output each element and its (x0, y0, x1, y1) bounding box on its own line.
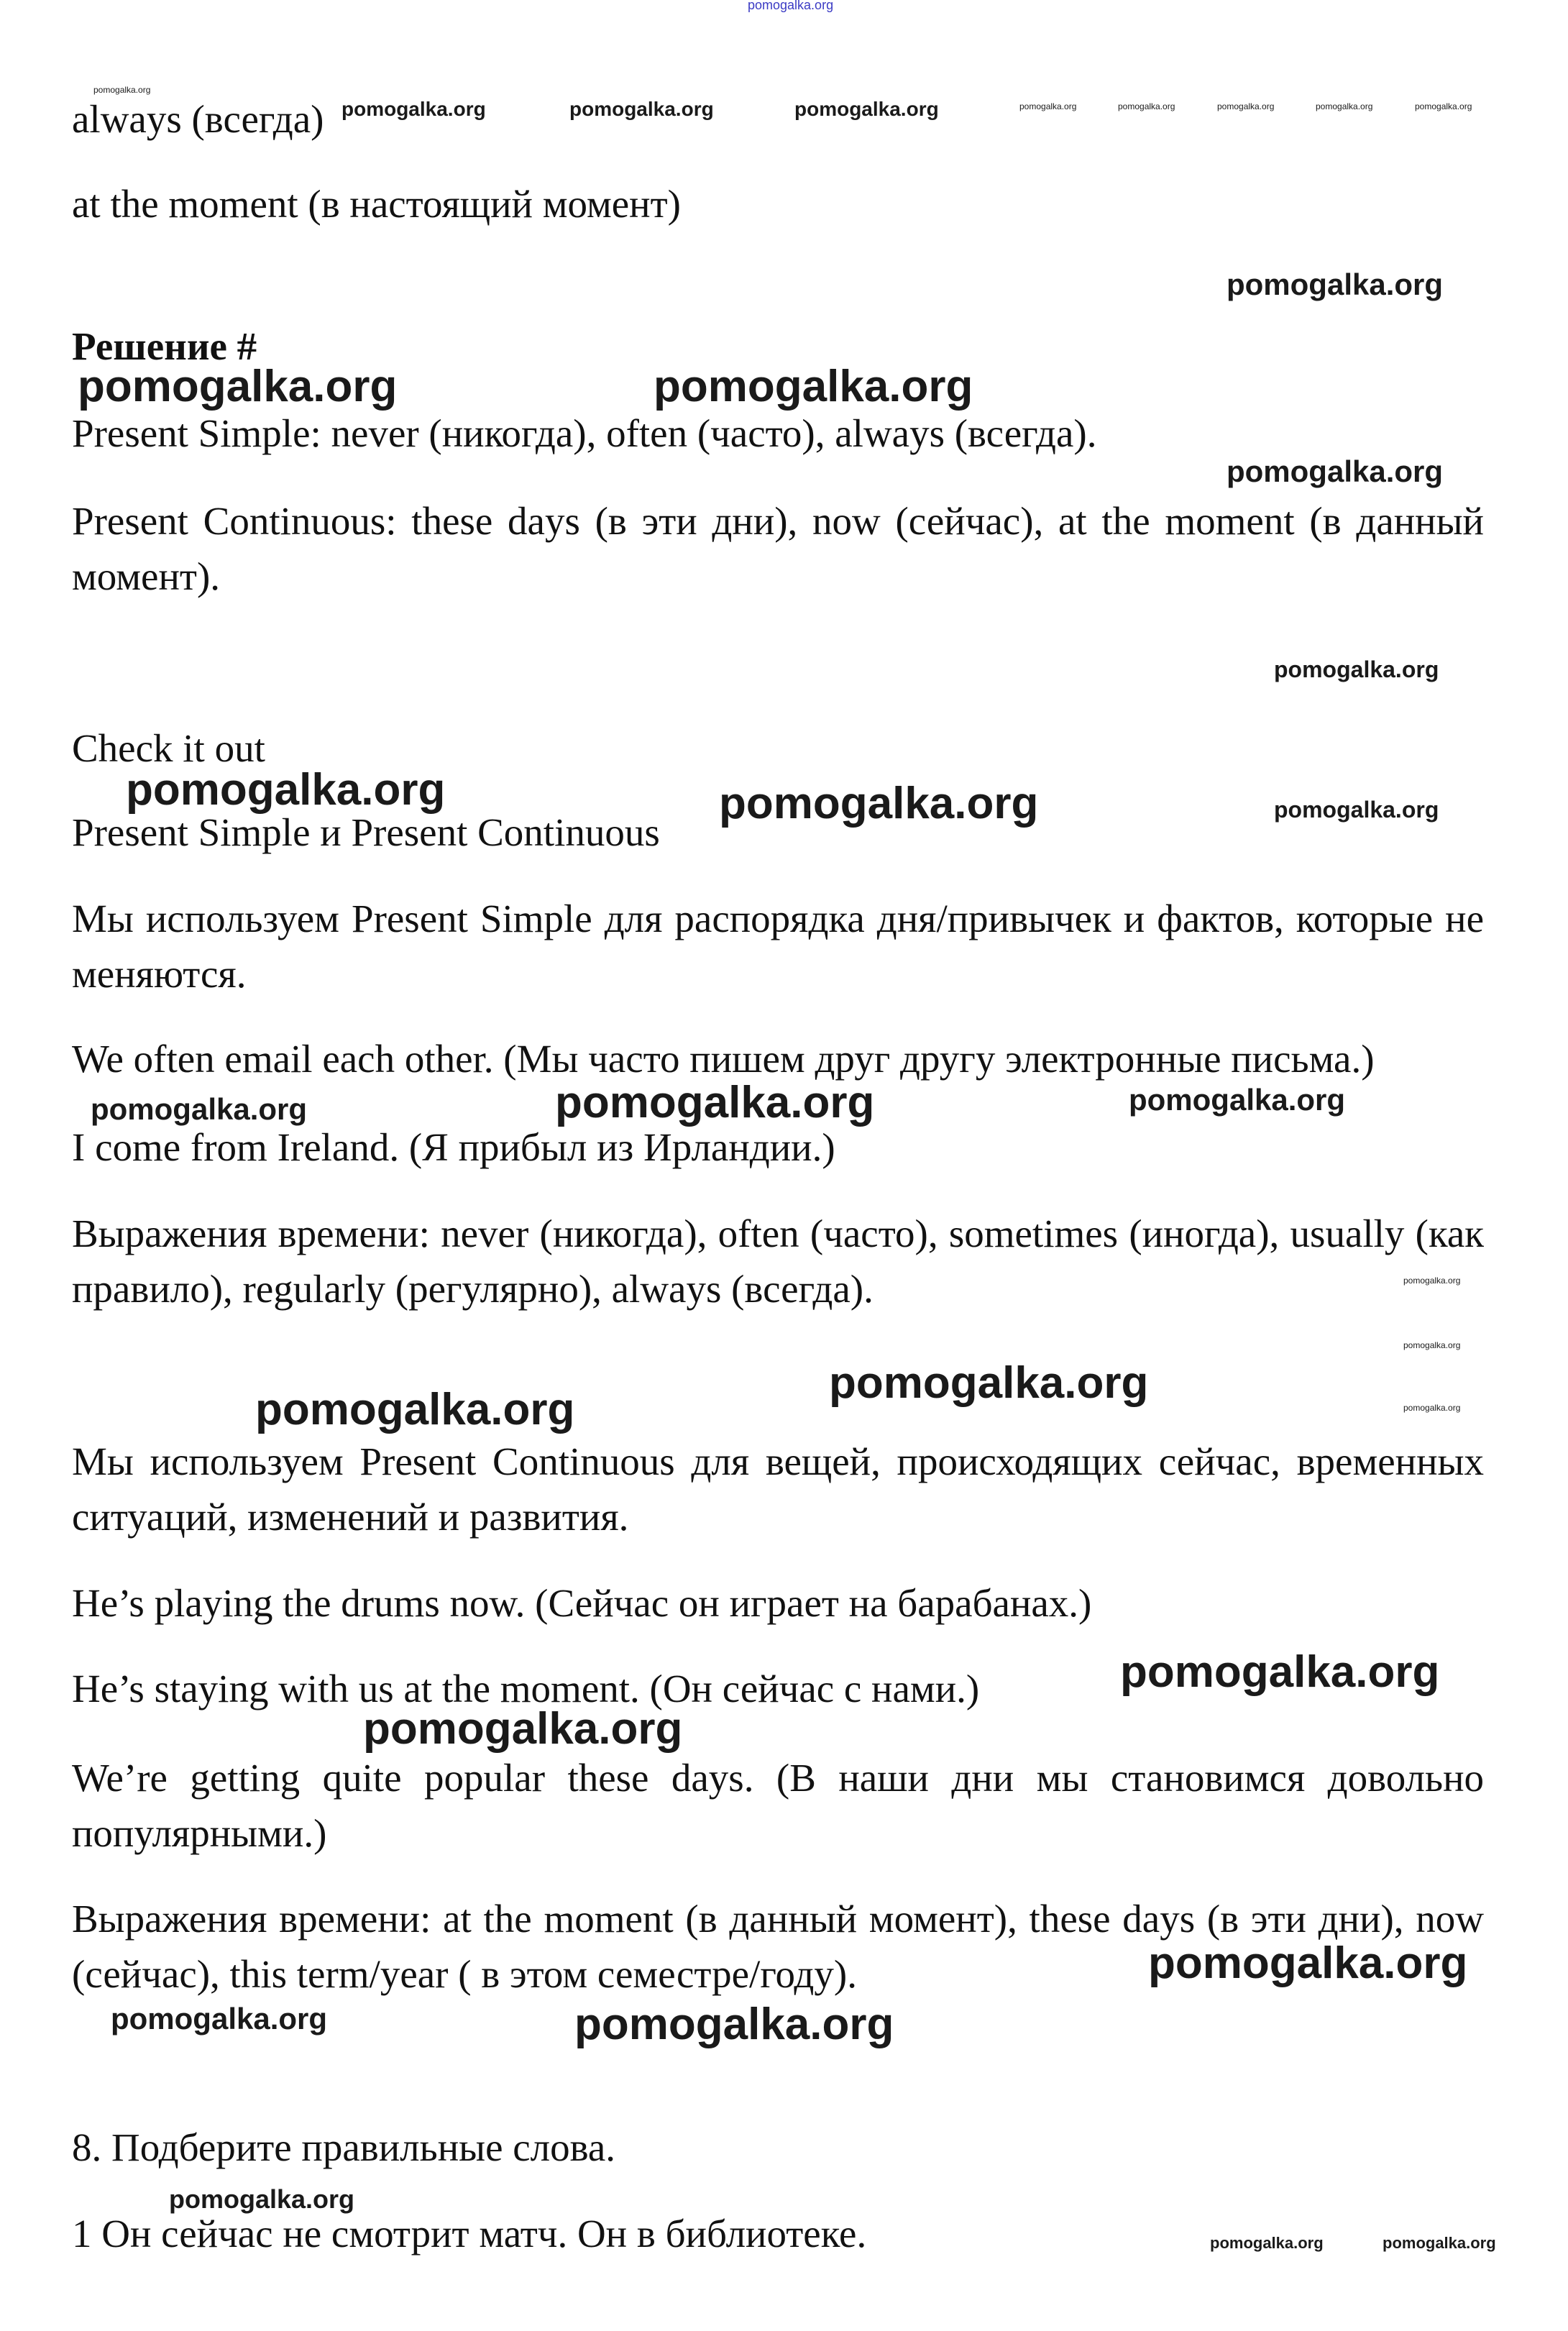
watermark: pomogalka.org (1403, 1403, 1461, 1413)
task-heading: 8. Подберите правильные слова. (72, 2125, 616, 2169)
watermark: pomogalka.org (126, 765, 446, 815)
text-line: at the moment (в настоящий момент) (72, 182, 681, 226)
watermark: pomogalka.org (1227, 454, 1444, 488)
example-line: He’s playing the drums now. (Сейчас он играет на барабанах.) (72, 1581, 1092, 1625)
watermark: pomogalka.org (1148, 1938, 1468, 1988)
example-line: He’s staying with us at the moment. (Он сейчас с нами.) (72, 1667, 980, 1711)
watermark: pomogalka.org (569, 98, 714, 120)
example-line: I come from Ireland. (Я прибыл из Ирландии.) (72, 1125, 835, 1169)
watermark: pomogalka.org (1129, 1083, 1346, 1117)
paragraph: We’re getting quite popular these days. (В наши дни мы становимся довольно популярными.) (72, 1756, 1484, 1855)
watermark: pomogalka.org (574, 2000, 894, 2049)
site-link[interactable]: pomogalka.org (748, 0, 834, 12)
paragraph: Выражения времени: never (никогда), often (часто), sometimes (иногда), usually (как правило), regularly (регулярно), always (всегда). (72, 1212, 1484, 1311)
watermark: pomogalka.org (1210, 2234, 1324, 2252)
example-line: We often email each other. (Мы часто пишем друг другу электронные письма.) (72, 1037, 1375, 1081)
paragraph: Мы используем Present Simple для распорядка дня/привычек и фактов, которые не меняются. (72, 897, 1484, 996)
paragraph: Present Continuous: these days (в эти дни), now (сейчас), at the moment (в данный момент). (72, 499, 1484, 598)
watermark: pomogalka.org (93, 85, 151, 95)
watermark: pomogalka.org (1316, 101, 1373, 111)
watermark: pomogalka.org (1120, 1647, 1440, 1697)
watermark: pomogalka.org (169, 2184, 355, 2214)
watermark: pomogalka.org (1403, 1340, 1461, 1350)
watermark: pomogalka.org (794, 98, 939, 120)
watermark: pomogalka.org (111, 2002, 328, 2035)
watermark: pomogalka.org (91, 1092, 308, 1126)
watermark: pomogalka.org (719, 779, 1039, 828)
paragraph: Выражения времени: at the moment (в данный момент), these days (в эти дни), now (сейчас), this term/year ( в этом семестре/году). (72, 1897, 1484, 1996)
watermark: pomogalka.org (555, 1078, 875, 1127)
section-heading: Check it out (72, 726, 265, 770)
watermark: pomogalka.org (654, 362, 973, 411)
watermark: pomogalka.org (1403, 1276, 1461, 1286)
watermark: pomogalka.org (363, 1704, 683, 1754)
text-line: Present Simple и Present Continuous (72, 810, 660, 854)
watermark: pomogalka.org (1227, 267, 1444, 301)
watermark: pomogalka.org (341, 98, 486, 120)
watermark: pomogalka.org (255, 1385, 575, 1434)
watermark: pomogalka.org (1019, 101, 1077, 111)
watermark: pomogalka.org (1118, 101, 1175, 111)
watermark: pomogalka.org (1274, 797, 1439, 823)
watermark: pomogalka.org (1274, 656, 1439, 682)
solution-heading: Решение # (72, 324, 257, 368)
text-line: Present Simple: never (никогда), often (часто), always (всегда). (72, 411, 1097, 455)
text-line: always (всегда) (72, 97, 324, 141)
paragraph: Мы используем Present Continuous для вещей, происходящих сейчас, временных ситуаций, изменений и развития. (72, 1439, 1484, 1539)
watermark: pomogalka.org (1217, 101, 1275, 111)
watermark: pomogalka.org (78, 362, 398, 411)
task-item: 1 Он сейчас не смотрит матч. Он в библиотеке. (72, 2212, 867, 2256)
watermark: pomogalka.org (1415, 101, 1472, 111)
watermark: pomogalka.org (1383, 2234, 1496, 2252)
watermark: pomogalka.org (829, 1358, 1149, 1408)
